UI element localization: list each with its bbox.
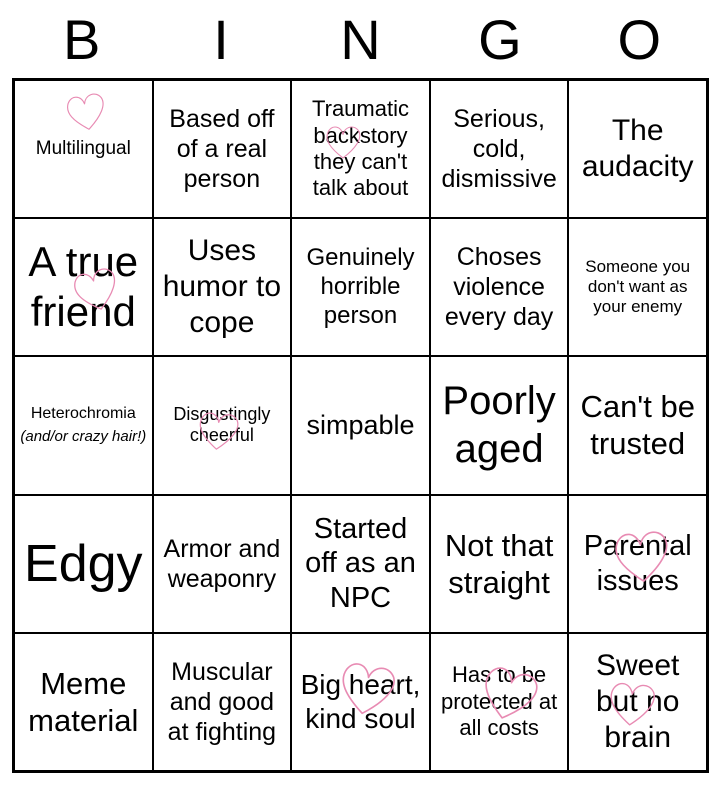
cell-label: Meme material xyxy=(28,665,139,738)
cell-label: Has to be protected at all costs xyxy=(441,662,558,741)
header-letter-g: G xyxy=(478,8,522,71)
cell-label: Armor and weaponry xyxy=(163,534,281,593)
bingo-cell[interactable] xyxy=(291,633,430,771)
bingo-cell[interactable] xyxy=(291,80,430,218)
bingo-cell[interactable] xyxy=(291,218,430,356)
bingo-cell[interactable] xyxy=(430,218,569,356)
cell-label: Choses violence every day xyxy=(444,243,554,332)
cell-label: Poorly aged xyxy=(442,379,556,472)
cell-label: Someone you don't want as your enemy xyxy=(585,256,691,317)
header-letter-b: B xyxy=(63,8,101,71)
cell-sublabel: (and/or crazy hair!) xyxy=(20,427,147,445)
bingo-cell[interactable] xyxy=(153,356,292,494)
cell-label: Genuinely horrible person xyxy=(306,244,415,329)
cell-label: Heterochromia xyxy=(30,405,136,423)
bingo-cell[interactable] xyxy=(568,80,707,218)
cell-label: Multilingual xyxy=(35,137,131,159)
header-letter-n: N xyxy=(340,8,381,71)
bingo-cell[interactable] xyxy=(153,495,292,633)
bingo-cell[interactable] xyxy=(14,495,153,633)
bingo-cell[interactable] xyxy=(291,356,430,494)
bingo-cell[interactable] xyxy=(14,80,153,218)
cell-label: Not that straight xyxy=(444,527,554,600)
cell-label: simpable xyxy=(306,410,415,441)
bingo-cell[interactable] xyxy=(430,495,569,633)
bingo-cell[interactable] xyxy=(568,495,707,633)
header-letter-o: O xyxy=(617,8,662,71)
cell-label: Parental issues xyxy=(583,529,692,597)
bingo-cell[interactable] xyxy=(14,633,153,771)
cell-label: Traumatic backstory they can't talk about xyxy=(312,96,409,201)
cell-label: A true friend xyxy=(28,237,139,336)
cell-label: The audacity xyxy=(581,114,694,184)
bingo-cell[interactable] xyxy=(153,218,292,356)
header-letter-i: I xyxy=(213,8,229,71)
heart-mark-icon xyxy=(59,85,112,138)
bingo-cell[interactable] xyxy=(14,356,153,494)
cell-label: Serious, cold, dismissive xyxy=(441,105,557,194)
cell-label: Disgustingly cheerful xyxy=(173,403,271,446)
bingo-cell[interactable] xyxy=(153,80,292,218)
cell-label: Uses humor to cope xyxy=(162,234,282,340)
bingo-header xyxy=(12,0,709,78)
bingo-cell[interactable] xyxy=(153,633,292,771)
cell-label: Can't be trusted xyxy=(580,389,695,462)
bingo-cell[interactable] xyxy=(430,80,569,218)
bingo-cell[interactable] xyxy=(568,633,707,771)
bingo-grid xyxy=(12,78,709,773)
cell-label: Big heart, kind soul xyxy=(300,669,421,734)
cell-label: Muscular and good at fighting xyxy=(167,657,277,746)
cell-label: Based off of a real person xyxy=(169,105,275,194)
bingo-cell[interactable] xyxy=(568,356,707,494)
bingo-cell[interactable] xyxy=(291,495,430,633)
bingo-cell[interactable] xyxy=(430,356,569,494)
bingo-cell[interactable] xyxy=(568,218,707,356)
cell-label: Sweet but no brain xyxy=(595,648,680,754)
bingo-cell[interactable] xyxy=(430,633,569,771)
cell-label: Started off as an NPC xyxy=(305,512,416,615)
bingo-cell[interactable] xyxy=(14,218,153,356)
cell-label: Edgy xyxy=(24,534,143,593)
